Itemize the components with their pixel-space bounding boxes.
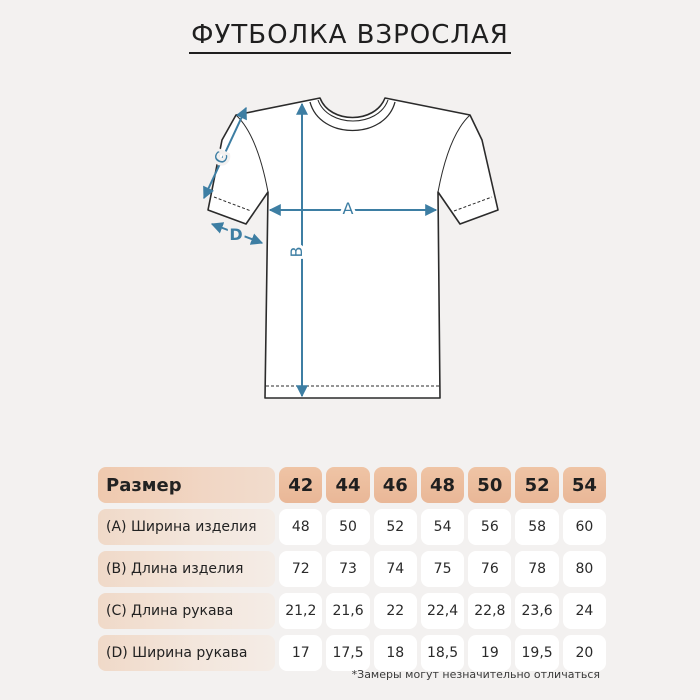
row-label: (C) Длина рукава (98, 593, 275, 629)
table-cell: 23,6 (515, 593, 558, 629)
table-cell: 19 (468, 635, 511, 671)
measure-b-label: B (287, 246, 306, 258)
row-label: (D) Ширина рукава (98, 635, 275, 671)
table-cell: 50 (326, 509, 369, 545)
table-cell: 21,2 (279, 593, 322, 629)
size-table-header (98, 467, 606, 503)
table-row (98, 593, 606, 629)
tshirt-outline (208, 98, 498, 398)
table-cell: 80 (563, 551, 606, 587)
size-header-cell: 48 (421, 467, 464, 503)
table-cell: 19,5 (515, 635, 558, 671)
measure-a-label: A (342, 199, 354, 218)
table-cell: 22 (374, 593, 417, 629)
size-header-cell: 46 (374, 467, 417, 503)
footnote: *Замеры могут незначительно отличаться (351, 668, 600, 681)
table-cell: 20 (563, 635, 606, 671)
size-header-label: Размер (98, 467, 275, 503)
size-table (98, 467, 606, 677)
table-cell: 22,8 (468, 593, 511, 629)
table-cell: 74 (374, 551, 417, 587)
table-cell: 58 (515, 509, 558, 545)
row-label: (B) Длина изделия (98, 551, 275, 587)
table-row (98, 509, 606, 545)
measure-c-label: C (210, 148, 232, 167)
table-cell: 17,5 (326, 635, 369, 671)
measure-d-label: D (229, 225, 243, 244)
table-cell: 24 (563, 593, 606, 629)
table-cell: 21,6 (326, 593, 369, 629)
table-cell: 73 (326, 551, 369, 587)
size-header-cell: 54 (563, 467, 606, 503)
table-cell: 76 (468, 551, 511, 587)
table-cell: 75 (421, 551, 464, 587)
table-cell: 48 (279, 509, 322, 545)
size-header-cell: 42 (279, 467, 322, 503)
table-cell: 54 (421, 509, 464, 545)
size-header-cell: 52 (515, 467, 558, 503)
page-title-text: ФУТБОЛКА ВЗРОСЛАЯ (189, 20, 511, 54)
table-cell: 18 (374, 635, 417, 671)
table-cell: 78 (515, 551, 558, 587)
table-cell: 60 (563, 509, 606, 545)
table-cell: 22,4 (421, 593, 464, 629)
table-cell: 17 (279, 635, 322, 671)
table-row (98, 551, 606, 587)
row-label: (A) Ширина изделия (98, 509, 275, 545)
size-header-cell: 50 (468, 467, 511, 503)
table-cell: 72 (279, 551, 322, 587)
table-row (98, 635, 606, 671)
table-cell: 52 (374, 509, 417, 545)
table-cell: 18,5 (421, 635, 464, 671)
size-header-cell: 44 (326, 467, 369, 503)
table-cell: 56 (468, 509, 511, 545)
